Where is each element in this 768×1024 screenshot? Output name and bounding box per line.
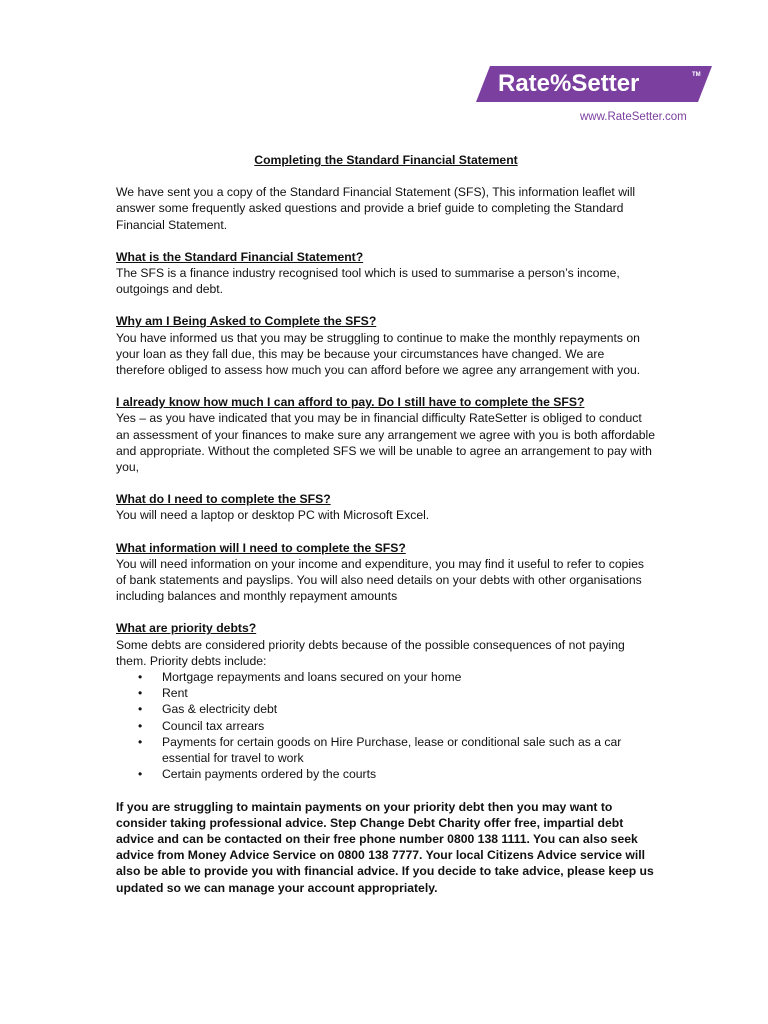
section-heading: What are priority debts? xyxy=(116,621,257,636)
section-heading: What information will I need to complete the SFS? xyxy=(116,540,406,555)
logo-website-url: www.RateSetter.com xyxy=(580,111,687,123)
list-item xyxy=(116,766,656,782)
section-body: You will need a laptop or desktop PC with Microsoft Excel. xyxy=(116,508,430,523)
priority-debts-list xyxy=(116,669,656,782)
section-body: You have informed us that you may be struggling to continue to make the monthly repayments on your loan as they fall due, this may be because your circumstances have changed. We are therefore obliged to assess how much you can afford before we agree any arrangement with you. xyxy=(116,330,641,378)
logo-brand-text: Rate%Setter xyxy=(498,70,640,97)
section-heading: What is the Standard Financial Statement? xyxy=(116,249,364,264)
list-item xyxy=(116,685,656,701)
list-item xyxy=(116,669,656,685)
section-body: You will need information on your income and expenditure, you may find it useful to refer to copies of bank statements and payslips. You will also need details on your debts with other organisations including balances and monthly repayment amounts xyxy=(116,556,644,604)
bullet-icon: • xyxy=(138,670,143,685)
section-body: Yes – as you have indicated that you may be in financial difficulty RateSetter is obliged to conduct an assessment of your finances to make sure any arrangement we agree with you is both affordable and appropriate. Without the completed SFS we will be unable to agree an arrangement to pay with you, xyxy=(116,411,656,475)
logo-banner xyxy=(476,66,712,102)
list-item xyxy=(116,718,656,734)
list-item-text: Mortgage repayments and loans secured on your home xyxy=(162,670,462,685)
bullet-icon: • xyxy=(138,734,143,749)
bullet-icon: • xyxy=(138,718,143,733)
bullet-icon: • xyxy=(138,686,143,701)
section-heading: Why am I Being Asked to Complete the SFS? xyxy=(116,314,377,329)
ratesetter-logo xyxy=(476,66,716,128)
closing-advice-paragraph: If you are struggling to maintain payments on your priority debt then you may want to consider taking professional advice. Step Change Debt Charity offer free, impartial debt advice and can be contacted on their free phone number 0800 138 1111. You can also seek advice from Money Advice Service on 0800 138 7777. Your local Citizens Advice service will also be able to provide you with financial advice. If you decide to take advice, please keep us updated so we can manage your account appropriately. xyxy=(116,799,654,895)
section-body: Some debts are considered priority debts because of the possible consequences of not paying them. Priority debts include: xyxy=(116,637,625,668)
list-item xyxy=(116,734,656,766)
logo-trademark: TM xyxy=(692,72,701,78)
section-heading: I already know how much I can afford to pay. Do I still have to complete the SFS? xyxy=(116,395,585,410)
document-title: Completing the Standard Financial Statement xyxy=(254,153,518,167)
list-item-text: Rent xyxy=(162,686,188,701)
intro-paragraph: We have sent you a copy of the Standard Financial Statement (SFS), This information leaflet will answer some frequently asked questions and provide a brief guide to completing the Standard Financial Statement. xyxy=(116,185,636,232)
bullet-icon: • xyxy=(138,767,143,782)
list-item-text: Council tax arrears xyxy=(162,718,265,733)
list-item-text: Certain payments ordered by the courts xyxy=(162,767,377,782)
list-item xyxy=(116,701,656,717)
bullet-icon: • xyxy=(138,702,143,717)
list-item-text: Gas & electricity debt xyxy=(162,702,278,717)
list-item-text: Payments for certain goods on Hire Purchase, lease or conditional sale such as a car essential for travel to work xyxy=(162,734,622,766)
document-body xyxy=(116,152,656,896)
section-heading: What do I need to complete the SFS? xyxy=(116,492,331,507)
section-body: The SFS is a finance industry recognised tool which is used to summarise a person’s income, outgoings and debt. xyxy=(116,266,620,297)
